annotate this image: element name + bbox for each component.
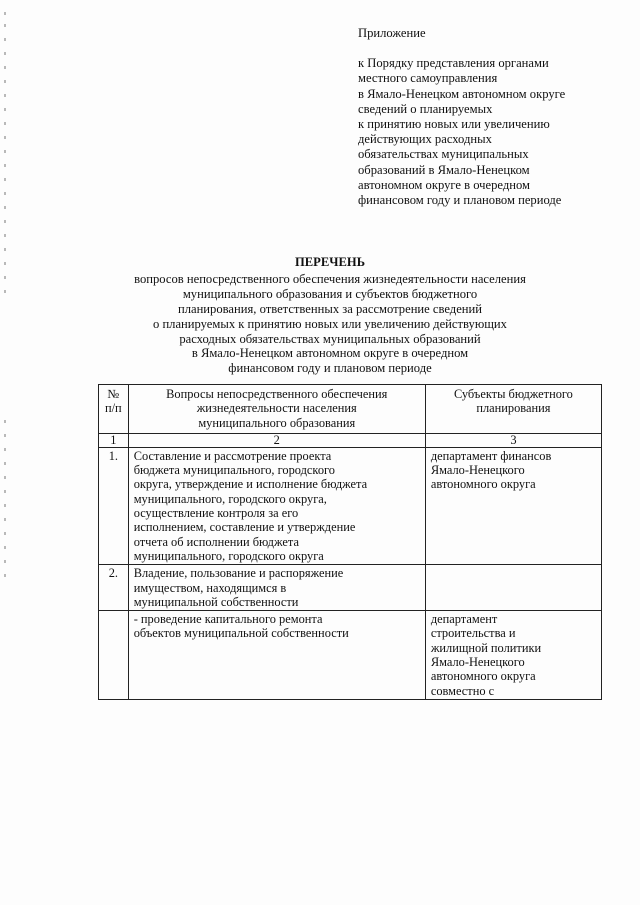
question-line: округа, утверждение и исполнение бюджета bbox=[133, 477, 368, 492]
appendix-line: сведений о планируемых bbox=[358, 101, 493, 116]
subject-line: автономного округа bbox=[430, 477, 536, 492]
appendix-line: в Ямало-Ненецком автономном округе bbox=[358, 86, 566, 101]
responsibility-table bbox=[98, 384, 602, 700]
question-line: осуществление контроля за его bbox=[133, 506, 299, 521]
appendix-title: Приложение bbox=[358, 26, 426, 40]
table-row bbox=[99, 447, 602, 564]
appendix-line: действующих расходных bbox=[358, 132, 492, 147]
question-line: имуществом, находящимся в bbox=[133, 580, 287, 595]
subject-line: жилищной политики bbox=[430, 640, 542, 655]
document-title: ПЕРЕЧЕНЬ bbox=[294, 255, 366, 269]
header-text: Вопросы непосредственного обеспечения bbox=[166, 387, 388, 401]
question-line: исполнением, составление и утверждение bbox=[133, 520, 356, 535]
question-line: бюджета муниципального, городского bbox=[133, 463, 335, 478]
header-text: жизнедеятельности населения bbox=[196, 401, 357, 416]
appendix-line: обязательствах муниципальных bbox=[358, 147, 529, 162]
question-line: муниципального, городского округа, bbox=[133, 491, 327, 506]
document-heading bbox=[60, 255, 600, 376]
question-line: Составление и рассмотрение проекта bbox=[133, 448, 332, 463]
row-number bbox=[99, 611, 129, 700]
appendix-block bbox=[358, 26, 628, 208]
header-text: Субъекты бюджетного bbox=[453, 387, 573, 401]
header-text: № bbox=[107, 387, 120, 401]
question-line: отчета об исполнении бюджета bbox=[133, 534, 299, 549]
appendix-line: автономном округе в очередном bbox=[358, 177, 531, 192]
header-text: п/п bbox=[104, 401, 122, 416]
question-line: муниципальной собственности bbox=[133, 594, 299, 609]
row-question bbox=[128, 447, 425, 564]
table-header-row bbox=[99, 385, 602, 434]
header-questions bbox=[128, 385, 425, 434]
subject-line: совместно с bbox=[430, 683, 495, 698]
subject-line: департамент bbox=[430, 612, 498, 627]
appendix-line: финансовом году и плановом периоде bbox=[358, 193, 562, 208]
row-subject bbox=[425, 447, 601, 564]
row-subject bbox=[425, 611, 601, 700]
subject-line: строительства и bbox=[430, 626, 516, 641]
heading-line: планирования, ответственных за рассмотрение сведений bbox=[177, 301, 483, 316]
heading-line: о планируемых к принятию новых или увеличению действующих bbox=[153, 316, 507, 331]
binding-marks bbox=[4, 0, 8, 905]
header-text: планирования bbox=[476, 401, 551, 416]
subject-line: департамент финансов bbox=[430, 448, 552, 463]
row-number: 2. bbox=[99, 565, 129, 611]
question-line: - проведение капитального ремонта bbox=[133, 612, 323, 627]
header-subjects bbox=[425, 385, 601, 434]
subject-line: Ямало-Ненецкого bbox=[430, 463, 525, 478]
table-row bbox=[99, 565, 602, 611]
column-number: 3 bbox=[425, 433, 601, 447]
appendix-line: к Порядку представления органами bbox=[358, 56, 549, 71]
row-number: 1. bbox=[99, 447, 129, 564]
question-line: Владение, пользование и распоряжение bbox=[133, 566, 344, 581]
heading-line: расходных обязательствах муниципальных образований bbox=[179, 331, 481, 346]
appendix-line: образований в Ямало-Ненецком bbox=[358, 162, 530, 177]
header-number bbox=[99, 385, 129, 434]
subject-line: автономного округа bbox=[430, 669, 536, 684]
heading-line: в Ямало-Ненецком автономном округе в очередном bbox=[191, 346, 469, 361]
column-number: 2 bbox=[128, 433, 425, 447]
column-number: 1 bbox=[99, 433, 129, 447]
heading-line: муниципального образования и субъектов бюджетного bbox=[182, 286, 478, 301]
header-text: муниципального образования bbox=[198, 415, 356, 430]
appendix-line: местного самоуправления bbox=[358, 71, 498, 86]
row-question bbox=[128, 611, 425, 700]
heading-line: вопросов непосредственного обеспечения жизнедеятельности населения bbox=[134, 271, 526, 286]
row-question bbox=[128, 565, 425, 611]
table-row bbox=[99, 611, 602, 700]
question-line: муниципального, городского округа bbox=[133, 548, 324, 563]
subject-line: Ямало-Ненецкого bbox=[430, 655, 525, 670]
heading-line: финансовом году и плановом периоде bbox=[228, 361, 432, 376]
appendix-line: к принятию новых или увеличению bbox=[358, 117, 550, 132]
question-line: объектов муниципальной собственности bbox=[133, 626, 349, 641]
row-subject bbox=[425, 565, 601, 611]
column-number-row bbox=[99, 433, 602, 447]
